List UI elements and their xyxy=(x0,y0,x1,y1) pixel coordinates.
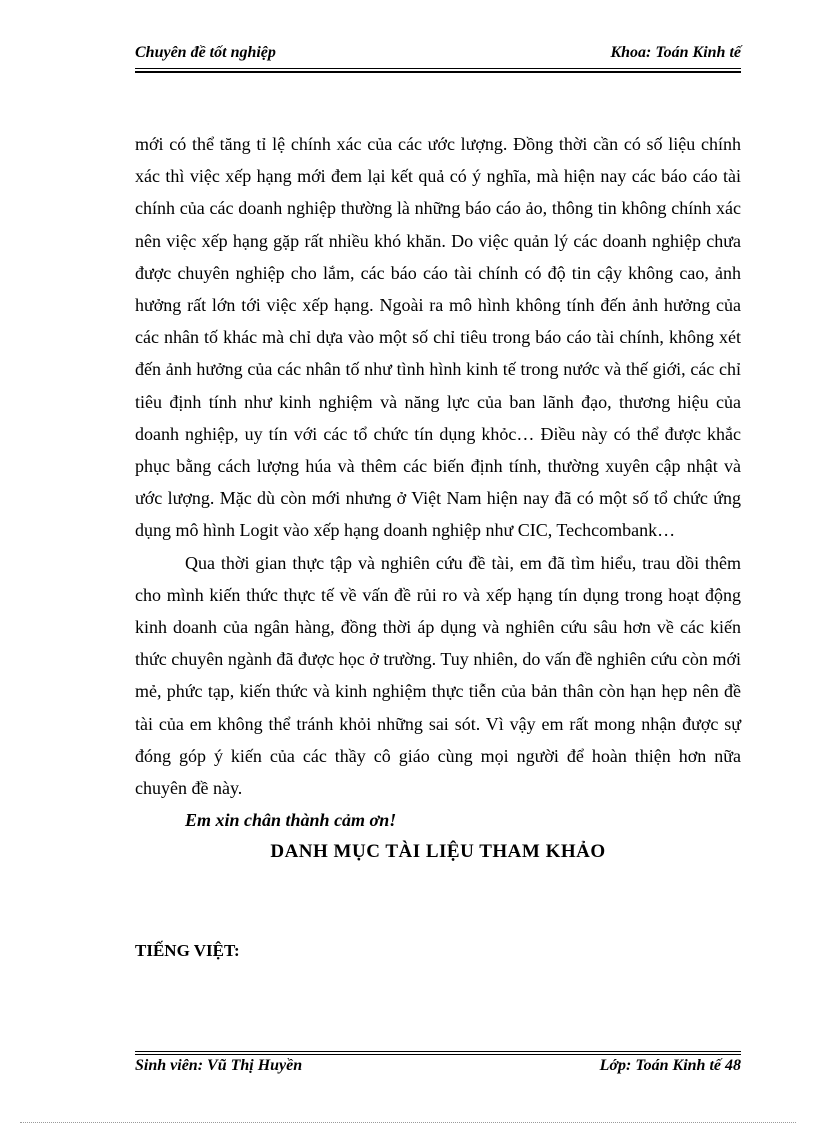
body-paragraph-2: Qua thời gian thực tập và nghiên cứu đề tài, em đã tìm hiểu, trau dồi thêm cho mình kiến thức thực tế về vấn đề rủi ro và xếp hạng tín dụng trong hoạt động kinh doanh của ngân hàng, đồng thời áp dụng và nghiên cứu sâu hơn về các kiến thức chuyên ngành đã được học ở trường. Tuy nhiên, do vấn đề nghiên cứu còn mới mẻ, phức tạp, kiến thức và kinh nghiệm thực tiễn của bản thân còn hạn hẹp nên đề tài của em không thể tránh khỏi những sai sót. Vì vậy em rất mong nhận được sự đóng góp ý kiến của các thầy cô giáo cùng mọi người để hoàn thiện hơn nữa chuyên đề này. xyxy=(135,552,741,799)
body-paragraph-1: mới có thể tăng tỉ lệ chính xác của các ước lượng. Đồng thời cần có số liệu chính xác thì việc xếp hạng mới đem lại kết quả có ý nghĩa, mà hiện nay các báo cáo tài chính của các doanh nghiệp thường là những báo cáo ảo, thông tin không chính xác nên việc xếp hạng gặp rất nhiều khó khăn. Do việc quản lý các doanh nghiệp chưa được chuyên nghiệp cho lắm, các báo cáo tài chính có độ tin cậy không cao, ảnh hưởng rất lớn tới việc xếp hạng. Ngoài ra mô hình không tính đến ảnh hưởng của các nhân tố khác mà chỉ dựa vào một số chỉ tiêu trong báo cáo tài chính, không xét đến ảnh hưởng của các nhân tố như tình hình kinh tế trong nước và thế giới, các chỉ tiêu định tính như kinh nghiệm và năng lực của ban lãnh đạo, thương hiệu của doanh nghiệp, uy tín với các tổ chức tín dụng khỏc… Điều này có thể được khắc phục bằng cách lượng húa và thêm các biến định tính, thường xuyên cập nhật và ước lượng. Mặc dù còn mới nhưng ở Việt Nam hiện nay đã có một số tổ chức ứng dụng mô hình Logit vào xếp hạng doanh nghiệp như CIC, Techcombank… xyxy=(135,134,741,541)
page-footer xyxy=(135,1057,741,1075)
section-subheading: TIẾNG VIỆT: xyxy=(135,941,240,960)
document-body xyxy=(135,128,741,869)
thanks-line: Em xin chân thành cảm ơn! xyxy=(185,810,397,831)
footer-student-name: Sinh viên: Vũ Thị Huyền xyxy=(135,1057,303,1074)
references-title: DANH MỤC TÀI LIỆU THAM KHẢO xyxy=(270,841,606,863)
header-rule-thin xyxy=(135,68,741,69)
footer-rule-top xyxy=(135,1051,741,1052)
footer-rule-bottom xyxy=(135,1054,741,1055)
page-header xyxy=(135,44,741,62)
header-rule-thick xyxy=(135,71,741,73)
header-right-title: Khoa: Toán Kinh tế xyxy=(610,44,741,61)
header-left-title: Chuyên đề tốt nghiệp xyxy=(135,44,276,61)
footer-class: Lớp: Toán Kinh tế 48 xyxy=(599,1057,741,1074)
